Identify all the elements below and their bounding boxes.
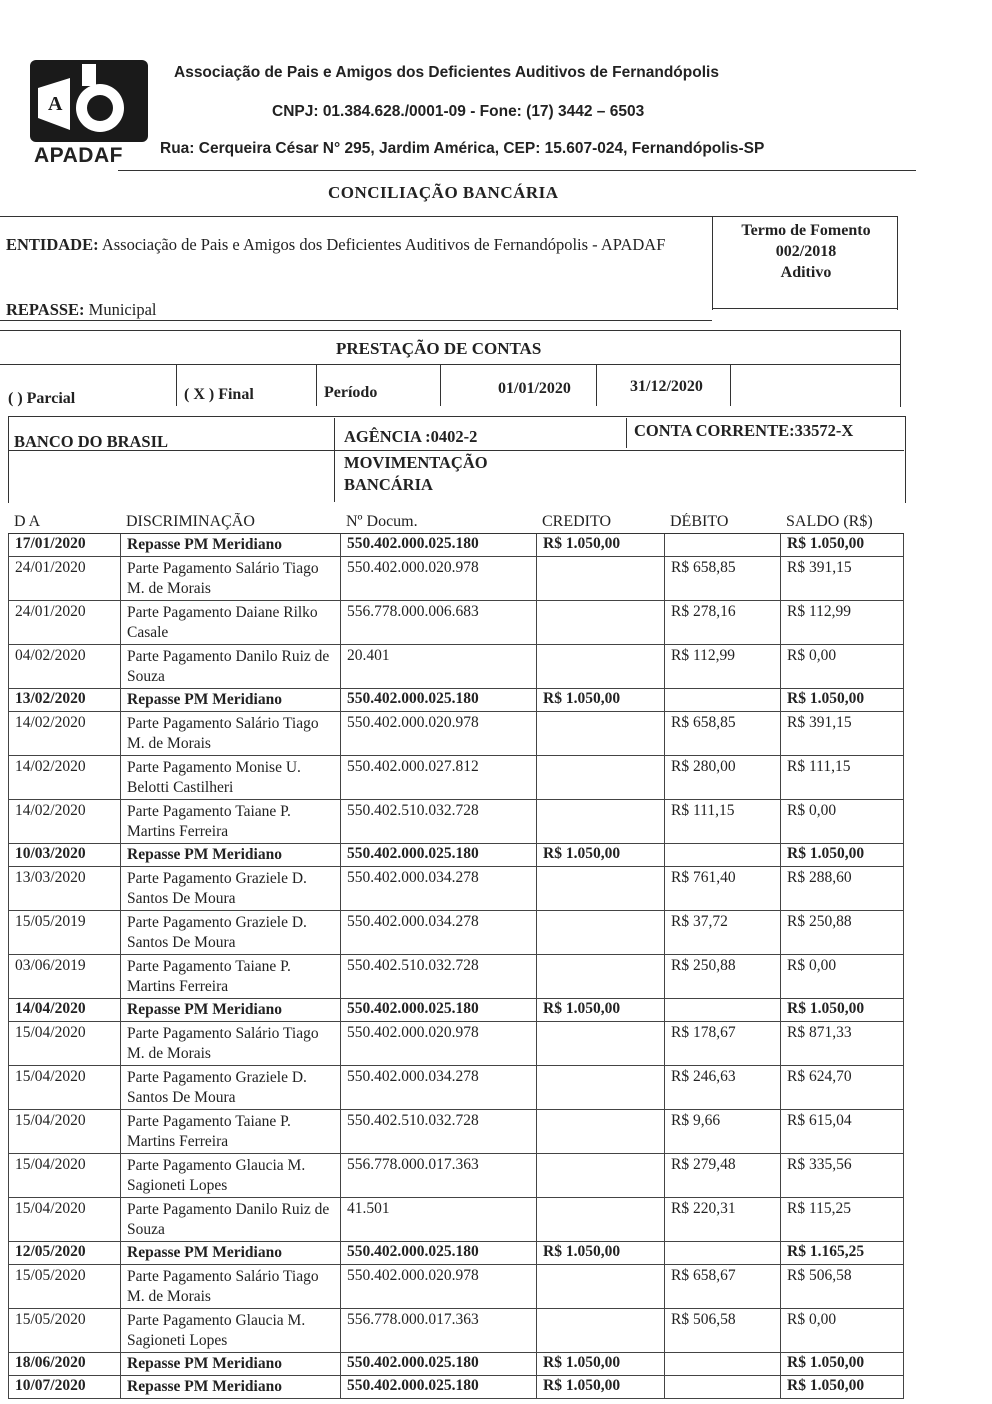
row-documento: 550.402.000.034.278 [340,867,536,910]
row-saldo: R$ 111,15 [780,756,904,799]
row-credito [536,712,664,755]
table-row [8,689,904,712]
termo-fomento [716,220,896,283]
table-row [8,1154,904,1198]
row-documento: 550.402.510.032.728 [340,955,536,998]
table-row [8,557,904,601]
row-debito: R$ 37,72 [664,911,780,954]
row-discriminacao: Parte Pagamento Glaucia M. Sagioneti Lopes [120,1309,340,1352]
table-row [8,1066,904,1110]
row-saldo: R$ 1.165,25 [780,1242,904,1264]
row-credito [536,1154,664,1197]
entidade-label: ENTIDADE: [6,235,99,254]
row-documento: 550.402.000.020.978 [340,557,536,600]
header-saldo: SALDO (R$) [786,513,873,530]
row-discriminacao: Parte Pagamento Taiane P. Martins Ferreira [120,955,340,998]
row-discriminacao: Parte Pagamento Graziele D. Santos De Moura [120,1066,340,1109]
row-documento: 550.402.000.020.978 [340,1022,536,1065]
row-date: 14/02/2020 [8,800,120,843]
entidade-field [6,232,696,257]
row-discriminacao: Repasse PM Meridiano [120,844,340,866]
row-debito: R$ 506,58 [664,1309,780,1352]
row-date: 15/04/2020 [8,1110,120,1153]
row-debito [664,689,780,711]
row-saldo: R$ 615,04 [780,1110,904,1153]
row-credito [536,800,664,843]
row-debito: R$ 278,16 [664,601,780,644]
row-debito: R$ 178,67 [664,1022,780,1065]
row-date: 12/05/2020 [8,1242,120,1264]
conta-corrente: CONTA CORRENTE:33572-X [634,421,854,440]
table-header [8,504,904,534]
row-date: 13/03/2020 [8,867,120,910]
row-date: 24/01/2020 [8,557,120,600]
header-divider [118,170,916,171]
row-documento: 550.402.000.025.180 [340,1353,536,1375]
row-documento: 550.402.000.020.978 [340,1265,536,1308]
row-saldo: R$ 506,58 [780,1265,904,1308]
row-saldo: R$ 391,15 [780,712,904,755]
row-discriminacao: Parte Pagamento Danilo Ruiz de Souza [120,1198,340,1241]
table-row [8,867,904,911]
row-credito [536,1198,664,1241]
row-debito: R$ 112,99 [664,645,780,688]
final-option: ( X ) Final [184,386,254,403]
logo-ear-icon [30,60,148,142]
entidade-value: Associação de Pais e Amigos dos Deficientes Auditivos de Fernandópolis - APADAF [101,235,666,254]
row-credito [536,911,664,954]
period-start: 01/01/2020 [498,380,571,397]
address-line: Rua: Cerqueira César N° 295, Jardim América, CEP: 15.607-024, Fernandópolis-SP [160,140,765,157]
row-documento: 550.402.000.020.978 [340,712,536,755]
row-documento: 550.402.000.025.180 [340,1242,536,1264]
row-discriminacao: Parte Pagamento Taiane P. Martins Ferreira [120,1110,340,1153]
prestacao-col-line [316,364,317,406]
row-credito [536,1022,664,1065]
movimentacao-title [344,452,488,496]
row-documento: 556.778.000.017.363 [340,1154,536,1197]
row-documento: 556.778.000.006.683 [340,601,536,644]
row-date: 15/04/2020 [8,1154,120,1197]
table-row [8,1110,904,1154]
parcial-option: ( ) Parcial [8,390,76,407]
row-date: 04/02/2020 [8,645,120,688]
row-documento: 550.402.510.032.728 [340,800,536,843]
row-discriminacao: Parte Pagamento Salário Tiago M. de Morais [120,557,340,600]
row-date: 15/05/2020 [8,1309,120,1352]
row-saldo: R$ 871,33 [780,1022,904,1065]
table-body [8,534,904,1399]
entity-divider [712,216,713,310]
row-credito [536,557,664,600]
row-date: 15/04/2020 [8,1198,120,1241]
prestacao-col-line [596,364,597,406]
entity-bottom-border [712,308,898,309]
prestacao-col-line [176,364,177,406]
row-date: 03/06/2019 [8,955,120,998]
row-debito: R$ 246,63 [664,1066,780,1109]
row-credito: R$ 1.050,00 [536,844,664,866]
period-end: 31/12/2020 [630,378,703,395]
row-debito: R$ 111,15 [664,800,780,843]
table-row [8,844,904,867]
row-discriminacao: Parte Pagamento Danilo Ruiz de Souza [120,645,340,688]
row-date: 14/02/2020 [8,756,120,799]
table-row [8,601,904,645]
svg-text:A: A [48,93,63,115]
row-credito: R$ 1.050,00 [536,689,664,711]
row-debito: R$ 658,67 [664,1265,780,1308]
row-saldo: R$ 1.050,00 [780,844,904,866]
table-row [8,911,904,955]
row-documento: 550.402.510.032.728 [340,1110,536,1153]
row-saldo: R$ 1.050,00 [780,999,904,1021]
row-documento: 550.402.000.025.180 [340,999,536,1021]
bank-col-line [334,418,335,502]
row-saldo: R$ 0,00 [780,800,904,843]
row-discriminacao: Parte Pagamento Salário Tiago M. de Morais [120,1265,340,1308]
prestacao-col-line [730,364,731,406]
row-date: 15/04/2020 [8,1066,120,1109]
movimentacao-line1: MOVIMENTAÇÃO [344,453,488,472]
header-debito: DÉBITO [670,513,729,530]
table-row [8,1022,904,1066]
row-saldo: R$ 288,60 [780,867,904,910]
periodo-label: Período [324,384,378,401]
row-saldo: R$ 391,15 [780,557,904,600]
row-date: 18/06/2020 [8,1353,120,1375]
header-credito: CREDITO [542,513,612,530]
row-documento: 550.402.000.034.278 [340,911,536,954]
movimentacao-table [8,504,904,1399]
prestacao-col-line [440,364,441,406]
row-credito: R$ 1.050,00 [536,1353,664,1375]
logo-mark [30,60,148,142]
org-name: Associação de Pais e Amigos dos Deficientes Auditivos de Fernandópolis [174,64,719,81]
row-documento: 41.501 [340,1198,536,1241]
row-discriminacao: Repasse PM Meridiano [120,1376,340,1398]
row-debito [664,534,780,556]
row-discriminacao: Repasse PM Meridiano [120,999,340,1021]
row-date: 15/05/2020 [8,1265,120,1308]
row-credito [536,601,664,644]
repasse-divider [0,320,712,321]
row-documento: 550.402.000.034.278 [340,1066,536,1109]
row-saldo: R$ 1.050,00 [780,689,904,711]
row-discriminacao: Parte Pagamento Taiane P. Martins Ferreira [120,800,340,843]
row-debito: R$ 280,00 [664,756,780,799]
table-row [8,1376,904,1399]
row-discriminacao: Parte Pagamento Salário Tiago M. de Morais [120,712,340,755]
row-debito [664,844,780,866]
row-discriminacao: Parte Pagamento Graziele D. Santos De Moura [120,867,340,910]
row-credito [536,867,664,910]
termo-line2: 002/2018 [775,243,837,260]
row-date: 10/07/2020 [8,1376,120,1398]
row-date: 13/02/2020 [8,689,120,711]
row-debito: R$ 658,85 [664,557,780,600]
row-saldo: R$ 1.050,00 [780,1376,904,1398]
row-credito [536,1309,664,1352]
row-documento: 550.402.000.025.180 [340,844,536,866]
row-debito [664,1242,780,1264]
row-debito: R$ 250,88 [664,955,780,998]
repasse-label: REPASSE: [6,300,85,319]
repasse-field [6,300,157,320]
row-saldo: R$ 250,88 [780,911,904,954]
row-discriminacao: Parte Pagamento Glaucia M. Sagioneti Lopes [120,1154,340,1197]
header-discriminacao: DISCRIMINAÇÃO [126,513,255,530]
row-credito [536,1110,664,1153]
row-credito: R$ 1.050,00 [536,1242,664,1264]
row-date: 15/05/2019 [8,911,120,954]
prestacao-divider [0,364,900,365]
row-credito [536,955,664,998]
row-credito [536,1265,664,1308]
row-credito [536,1066,664,1109]
row-saldo: R$ 115,25 [780,1198,904,1241]
row-date: 17/01/2020 [8,534,120,556]
row-credito [536,645,664,688]
row-debito [664,1376,780,1398]
cnpj-line: CNPJ: 01.384.628./0001-09 - Fone: (17) 3442 – 6503 [272,103,645,120]
row-saldo: R$ 335,56 [780,1154,904,1197]
document-title: CONCILIAÇÃO BANCÁRIA [328,183,559,202]
row-debito: R$ 658,85 [664,712,780,755]
row-saldo: R$ 1.050,00 [780,534,904,556]
row-date: 14/02/2020 [8,712,120,755]
row-discriminacao: Repasse PM Meridiano [120,1353,340,1375]
termo-line1: Termo de Fomento [741,222,871,239]
row-date: 10/03/2020 [8,844,120,866]
row-saldo: R$ 624,70 [780,1066,904,1109]
header-documento: Nº Docum. [346,513,418,530]
row-credito [536,756,664,799]
table-row [8,645,904,689]
row-debito: R$ 761,40 [664,867,780,910]
repasse-value: Municipal [88,300,157,319]
row-discriminacao: Parte Pagamento Monise U. Belotti Castilheri [120,756,340,799]
row-documento: 550.402.000.025.180 [340,1376,536,1398]
termo-line3: Aditivo [780,264,832,281]
row-date: 15/04/2020 [8,1022,120,1065]
row-credito: R$ 1.050,00 [536,534,664,556]
table-row [8,1198,904,1242]
row-documento: 550.402.000.027.812 [340,756,536,799]
row-discriminacao: Repasse PM Meridiano [120,1242,340,1264]
row-saldo: R$ 0,00 [780,955,904,998]
logo-text: APADAF [34,144,123,167]
apadaf-logo [30,60,148,167]
row-documento: 556.778.000.017.363 [340,1309,536,1352]
table-row [8,955,904,999]
table-row [8,1242,904,1265]
row-debito: R$ 220,31 [664,1198,780,1241]
bank-name: BANCO DO BRASIL [14,432,169,451]
agencia: AGÊNCIA :0402-2 [344,427,478,446]
table-row [8,999,904,1022]
row-debito: R$ 9,66 [664,1110,780,1153]
row-discriminacao: Parte Pagamento Graziele D. Santos De Moura [120,911,340,954]
header-data: D A [14,513,41,530]
row-discriminacao: Parte Pagamento Salário Tiago M. de Morais [120,1022,340,1065]
row-date: 24/01/2020 [8,601,120,644]
movimentacao-line2: BANCÁRIA [344,475,433,494]
row-credito: R$ 1.050,00 [536,999,664,1021]
row-documento: 550.402.000.025.180 [340,534,536,556]
row-discriminacao: Parte Pagamento Daiane Rilko Casale [120,601,340,644]
table-row [8,1353,904,1376]
row-date: 14/04/2020 [8,999,120,1021]
table-row [8,712,904,756]
table-row [8,1265,904,1309]
row-debito [664,999,780,1021]
row-saldo: R$ 112,99 [780,601,904,644]
row-debito: R$ 279,48 [664,1154,780,1197]
row-documento: 550.402.000.025.180 [340,689,536,711]
row-saldo: R$ 0,00 [780,1309,904,1352]
row-saldo: R$ 0,00 [780,645,904,688]
row-saldo: R$ 1.050,00 [780,1353,904,1375]
bank-col-line [626,418,627,448]
table-row [8,756,904,800]
entity-right-border [897,216,898,310]
table-row [8,800,904,844]
table-row [8,1309,904,1353]
row-discriminacao: Repasse PM Meridiano [120,689,340,711]
prestacao-title: PRESTAÇÃO DE CONTAS [336,339,542,358]
row-discriminacao: Repasse PM Meridiano [120,534,340,556]
row-documento: 20.401 [340,645,536,688]
table-row [8,534,904,557]
row-debito [664,1353,780,1375]
row-credito: R$ 1.050,00 [536,1376,664,1398]
